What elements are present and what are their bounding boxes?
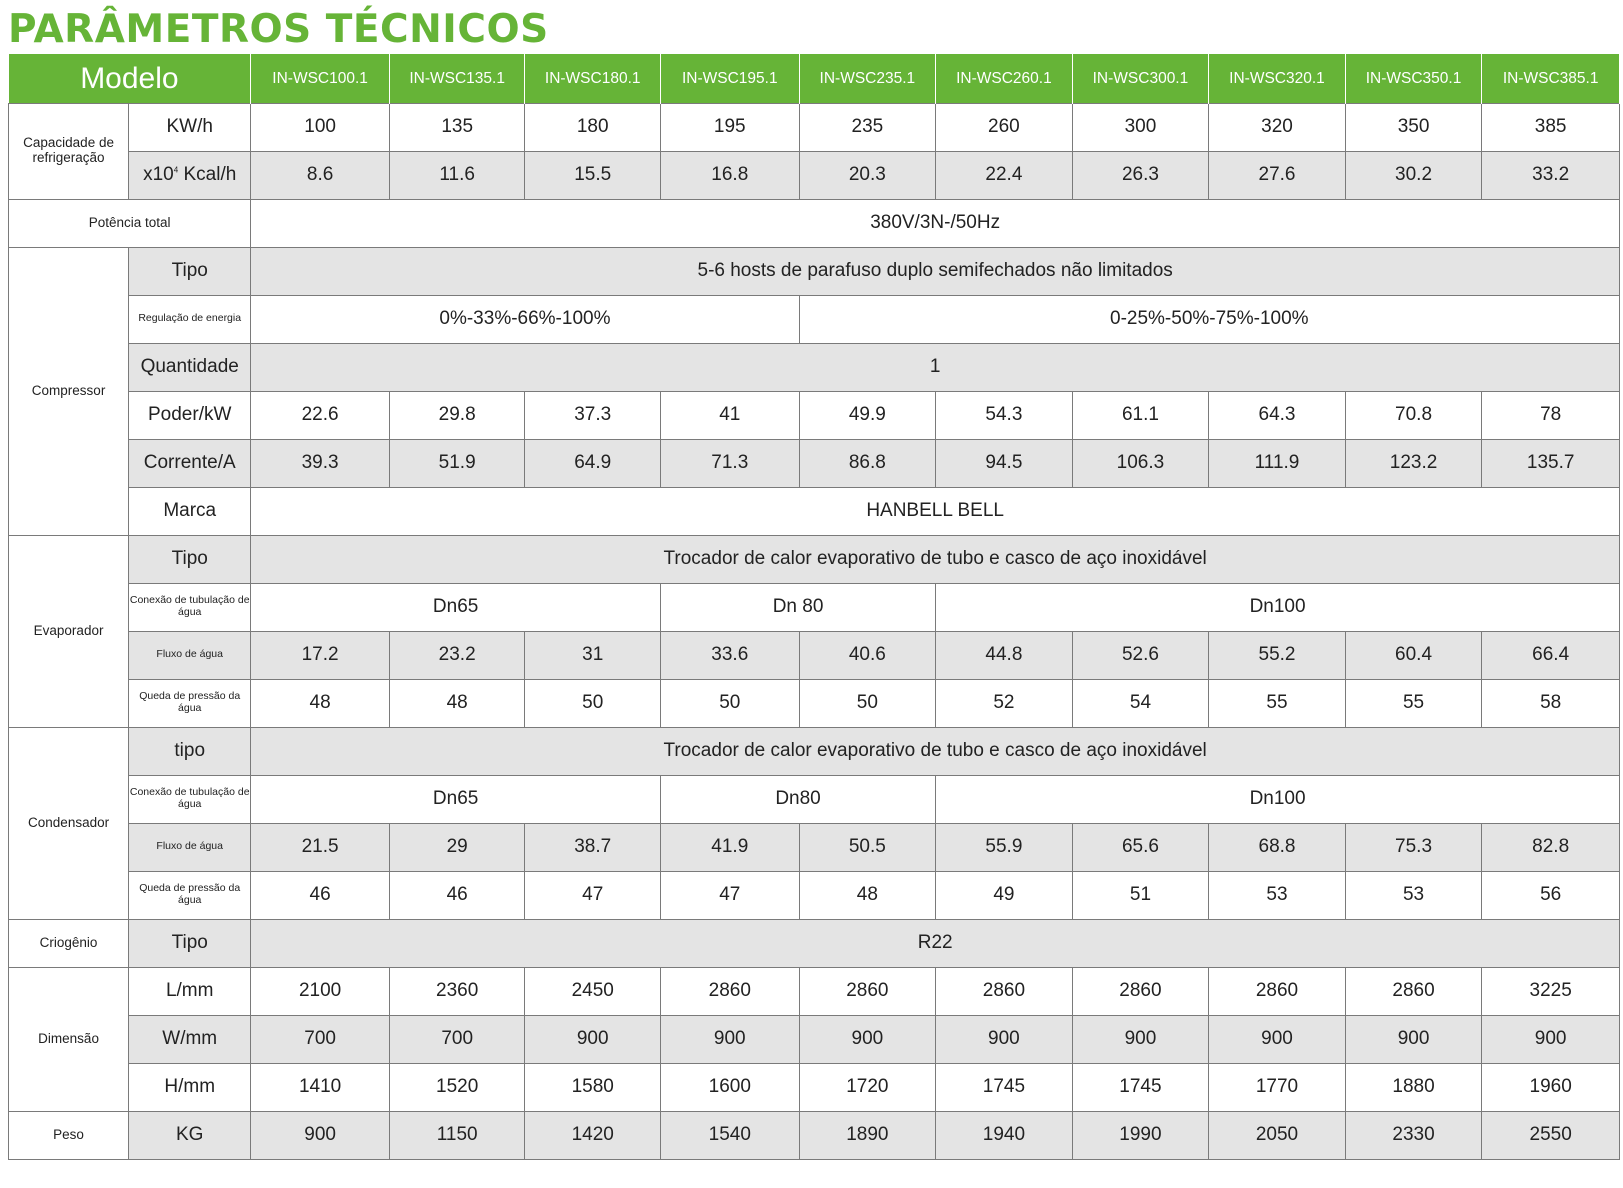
model-name: IN-WSC195.1 [660, 54, 799, 103]
model-name: IN-WSC235.1 [799, 54, 936, 103]
evaporator-pressure-drop-value: 50 [799, 679, 936, 727]
evaporator-pressure-drop-value: 58 [1482, 679, 1620, 727]
dimension-w-value: 900 [1072, 1015, 1209, 1063]
dimension-l-value: 2860 [1345, 967, 1482, 1015]
condenser-flow-value: 41.9 [660, 823, 799, 871]
dimension-l-value: 2100 [251, 967, 390, 1015]
evaporator-flow-value: 60.4 [1345, 631, 1482, 679]
compressor-current-value: 51.9 [389, 439, 525, 487]
cooling-kcal-value: 8.6 [251, 151, 390, 199]
dimension-w-value: 900 [936, 1015, 1073, 1063]
evaporator-connection: Dn100 [936, 583, 1620, 631]
compressor-power-value: 41 [660, 391, 799, 439]
weight-value: 1990 [1072, 1111, 1209, 1159]
table-row [9, 103, 1620, 151]
cooling-kw-value: 135 [389, 103, 525, 151]
compressor-power-value: 22.6 [251, 391, 390, 439]
evaporator-flow-value: 31 [525, 631, 661, 679]
unit-label: H/mm [129, 1063, 251, 1111]
spec-table [8, 54, 1620, 1160]
evaporator-flow-value: 66.4 [1482, 631, 1620, 679]
unit-label: Tipo [129, 919, 251, 967]
unit-label: Poder/kW [129, 391, 251, 439]
dimension-w-value: 700 [251, 1015, 390, 1063]
refrigerant-value: R22 [251, 919, 1620, 967]
compressor-current-value: 86.8 [799, 439, 936, 487]
table-row [9, 247, 1620, 295]
unit-label: Conexão de tubulação de água [129, 775, 251, 823]
condenser-pressure-drop-value: 48 [799, 871, 936, 919]
evaporator-pressure-drop-value: 52 [936, 679, 1073, 727]
dimension-w-value: 900 [660, 1015, 799, 1063]
table-row [9, 199, 1620, 247]
condenser-pressure-drop-value: 47 [660, 871, 799, 919]
condenser-pressure-drop-value: 49 [936, 871, 1073, 919]
compressor-current-value: 111.9 [1209, 439, 1346, 487]
dimension-l-value: 2860 [936, 967, 1073, 1015]
evaporator-pressure-drop-value: 48 [389, 679, 525, 727]
compressor-group-label: Compressor [9, 247, 129, 535]
table-row [9, 535, 1620, 583]
weight-value: 1540 [660, 1111, 799, 1159]
evaporator-group-label: Evaporador [9, 535, 129, 727]
table-row [9, 391, 1620, 439]
table-row [9, 871, 1620, 919]
evaporator-pressure-drop-value: 48 [251, 679, 390, 727]
power-label: Potência total [9, 199, 251, 247]
unit-label: $x10^4$ Kcal/h [129, 151, 251, 199]
dimension-h-value: 1880 [1345, 1063, 1482, 1111]
evaporator-flow-value: 55.2 [1209, 631, 1346, 679]
condenser-pressure-drop-value: 47 [525, 871, 661, 919]
evaporator-pressure-drop-value: 55 [1345, 679, 1482, 727]
unit-label: Queda de pressão da água [129, 871, 251, 919]
compressor-power-value: 64.3 [1209, 391, 1346, 439]
cooling-kw-value: 350 [1345, 103, 1482, 151]
unit-label: W/mm [129, 1015, 251, 1063]
condenser-pressure-drop-value: 46 [251, 871, 390, 919]
table-row [9, 1015, 1620, 1063]
page-title: PARÂMETROS TÉCNICOS [8, 7, 549, 52]
dimension-h-value: 1745 [936, 1063, 1073, 1111]
cooling-kw-value: 180 [525, 103, 661, 151]
dimension-h-value: 1600 [660, 1063, 799, 1111]
dimension-l-value: 3225 [1482, 967, 1620, 1015]
cooling-kw-value: 300 [1072, 103, 1209, 151]
dimension-l-value: 2450 [525, 967, 661, 1015]
unit-label: Corrente/A [129, 439, 251, 487]
weight-value: 2550 [1482, 1111, 1620, 1159]
compressor-power-value: 70.8 [1345, 391, 1482, 439]
compressor-power-value: 61.1 [1072, 391, 1209, 439]
table-row [9, 775, 1620, 823]
table-row [9, 967, 1620, 1015]
condenser-pressure-drop-value: 53 [1209, 871, 1346, 919]
model-name: IN-WSC320.1 [1209, 54, 1346, 103]
unit-label: Tipo [129, 535, 251, 583]
table-row [9, 295, 1620, 343]
condenser-pressure-drop-value: 51 [1072, 871, 1209, 919]
unit-label: tipo [129, 727, 251, 775]
evaporator-pressure-drop-value: 50 [525, 679, 661, 727]
dimension-h-value: 1770 [1209, 1063, 1346, 1111]
evaporator-pressure-drop-value: 54 [1072, 679, 1209, 727]
dimension-w-value: 900 [525, 1015, 661, 1063]
cooling-kcal-value: 33.2 [1482, 151, 1620, 199]
model-name: IN-WSC300.1 [1072, 54, 1209, 103]
dimension-l-value: 2860 [660, 967, 799, 1015]
table-row [9, 727, 1620, 775]
unit-label: Tipo [129, 247, 251, 295]
model-name: IN-WSC100.1 [251, 54, 390, 103]
condenser-pressure-drop-value: 46 [389, 871, 525, 919]
power-value: 380V/3N-/50Hz [251, 199, 1620, 247]
condenser-flow-value: 82.8 [1482, 823, 1620, 871]
unit-label: Fluxo de água [129, 823, 251, 871]
condenser-pressure-drop-value: 56 [1482, 871, 1620, 919]
model-header: Modelo [9, 54, 251, 103]
table-row [9, 487, 1620, 535]
dimension-w-value: 900 [1482, 1015, 1620, 1063]
dimension-h-value: 1960 [1482, 1063, 1620, 1111]
weight-value: 2050 [1209, 1111, 1346, 1159]
dimension-w-value: 900 [1345, 1015, 1482, 1063]
evaporator-connection: Dn65 [251, 583, 661, 631]
unit-label: KG [129, 1111, 251, 1159]
dimension-h-value: 1410 [251, 1063, 390, 1111]
compressor-power-value: 54.3 [936, 391, 1073, 439]
dimension-group-label: Dimensão [9, 967, 129, 1111]
compressor-current-value: 94.5 [936, 439, 1073, 487]
evaporator-flow-value: 17.2 [251, 631, 390, 679]
weight-value: 2330 [1345, 1111, 1482, 1159]
compressor-power-value: 37.3 [525, 391, 661, 439]
unit-label: KW/h [129, 103, 251, 151]
energy-regulation-b: 0-25%-50%-75%-100% [799, 295, 1619, 343]
compressor-current-value: 64.9 [525, 439, 661, 487]
evaporator-pressure-drop-value: 55 [1209, 679, 1346, 727]
table-row [9, 823, 1620, 871]
unit-label: Quantidade [129, 343, 251, 391]
cooling-kcal-value: 11.6 [389, 151, 525, 199]
compressor-current-value: 123.2 [1345, 439, 1482, 487]
dimension-l-value: 2360 [389, 967, 525, 1015]
condenser-flow-value: 38.7 [525, 823, 661, 871]
evaporator-type: Trocador de calor evaporativo de tubo e casco de aço inoxidável [251, 535, 1620, 583]
dimension-l-value: 2860 [799, 967, 936, 1015]
model-name: IN-WSC260.1 [936, 54, 1073, 103]
cooling-kcal-value: 22.4 [936, 151, 1073, 199]
cooling-kcal-value: 30.2 [1345, 151, 1482, 199]
cooling-kcal-value: 15.5 [525, 151, 661, 199]
dimension-h-value: 1720 [799, 1063, 936, 1111]
condenser-flow-value: 29 [389, 823, 525, 871]
compressor-type: 5-6 hosts de parafuso duplo semifechados não limitados [251, 247, 1620, 295]
model-name: IN-WSC135.1 [389, 54, 525, 103]
table-row [9, 439, 1620, 487]
table-row [9, 343, 1620, 391]
dimension-h-value: 1520 [389, 1063, 525, 1111]
unit-label: Marca [129, 487, 251, 535]
cooling-kcal-value: 16.8 [660, 151, 799, 199]
condenser-flow-value: 75.3 [1345, 823, 1482, 871]
compressor-current-value: 39.3 [251, 439, 390, 487]
energy-regulation-a: 0%-33%-66%-100% [251, 295, 799, 343]
evaporator-flow-value: 40.6 [799, 631, 936, 679]
dimension-h-value: 1580 [525, 1063, 661, 1111]
table-row [9, 679, 1620, 727]
compressor-brand: HANBELL BELL [251, 487, 1620, 535]
condenser-flow-value: 65.6 [1072, 823, 1209, 871]
weight-value: 1420 [525, 1111, 661, 1159]
refrigerant-group-label: Criogênio [9, 919, 129, 967]
cooling-kcal-value: 27.6 [1209, 151, 1346, 199]
evaporator-flow-value: 44.8 [936, 631, 1073, 679]
cooling-kcal-value: 26.3 [1072, 151, 1209, 199]
table-row [9, 631, 1620, 679]
dimension-w-value: 700 [389, 1015, 525, 1063]
model-name: IN-WSC350.1 [1345, 54, 1482, 103]
condenser-connection: Dn65 [251, 775, 661, 823]
table-row [9, 583, 1620, 631]
dimension-w-value: 900 [1209, 1015, 1346, 1063]
compressor-power-value: 78 [1482, 391, 1620, 439]
cooling-kw-value: 260 [936, 103, 1073, 151]
header-row [9, 54, 1620, 103]
unit-label: Queda de pressão da água [129, 679, 251, 727]
model-name: IN-WSC385.1 [1482, 54, 1620, 103]
table-row [9, 1111, 1620, 1159]
condenser-connection: Dn100 [936, 775, 1620, 823]
table-row [9, 1063, 1620, 1111]
cooling-kw-value: 100 [251, 103, 390, 151]
weight-value: 1890 [799, 1111, 936, 1159]
unit-label: Fluxo de água [129, 631, 251, 679]
table-row [9, 919, 1620, 967]
dimension-h-value: 1745 [1072, 1063, 1209, 1111]
condenser-group-label: Condensador [9, 727, 129, 919]
evaporator-pressure-drop-value: 50 [660, 679, 799, 727]
condenser-flow-value: 50.5 [799, 823, 936, 871]
condenser-pressure-drop-value: 53 [1345, 871, 1482, 919]
table-row [9, 151, 1620, 199]
weight-value: 1940 [936, 1111, 1073, 1159]
compressor-current-value: 71.3 [660, 439, 799, 487]
dimension-w-value: 900 [799, 1015, 936, 1063]
evaporator-flow-value: 52.6 [1072, 631, 1209, 679]
unit-label: L/mm [129, 967, 251, 1015]
condenser-connection: Dn80 [660, 775, 935, 823]
compressor-power-value: 29.8 [389, 391, 525, 439]
evaporator-flow-value: 33.6 [660, 631, 799, 679]
unit-label: Conexão de tubulação de água [129, 583, 251, 631]
compressor-current-value: 106.3 [1072, 439, 1209, 487]
evaporator-flow-value: 23.2 [389, 631, 525, 679]
weight-value: 1150 [389, 1111, 525, 1159]
condenser-flow-value: 55.9 [936, 823, 1073, 871]
cooling-kw-value: 195 [660, 103, 799, 151]
dimension-l-value: 2860 [1209, 967, 1346, 1015]
compressor-power-value: 49.9 [799, 391, 936, 439]
cooling-group-label: Capacidade de refrigeração [9, 103, 129, 199]
condenser-type: Trocador de calor evaporativo de tubo e casco de aço inoxidável [251, 727, 1620, 775]
evaporator-connection: Dn 80 [660, 583, 935, 631]
dimension-l-value: 2860 [1072, 967, 1209, 1015]
weight-group-label: Peso [9, 1111, 129, 1159]
cooling-kw-value: 320 [1209, 103, 1346, 151]
condenser-flow-value: 68.8 [1209, 823, 1346, 871]
cooling-kcal-value: 20.3 [799, 151, 936, 199]
cooling-kw-value: 385 [1482, 103, 1620, 151]
cooling-kw-value: 235 [799, 103, 936, 151]
unit-label: Regulação de energia [129, 295, 251, 343]
model-name: IN-WSC180.1 [525, 54, 661, 103]
compressor-quantity: 1 [251, 343, 1620, 391]
condenser-flow-value: 21.5 [251, 823, 390, 871]
weight-value: 900 [251, 1111, 390, 1159]
compressor-current-value: 135.7 [1482, 439, 1620, 487]
